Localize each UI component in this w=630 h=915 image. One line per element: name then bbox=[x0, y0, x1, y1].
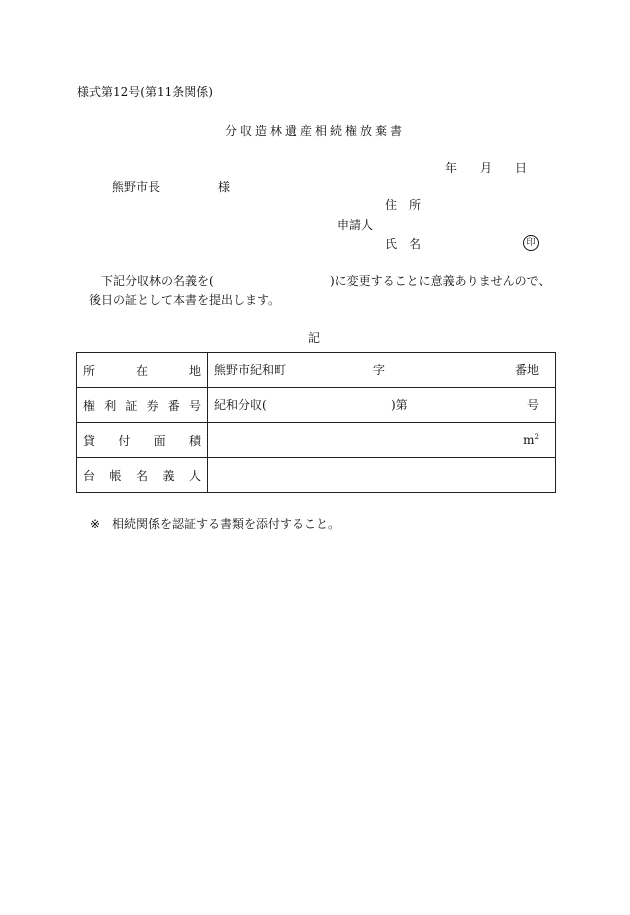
record-table bbox=[76, 352, 556, 493]
table-row-ledger-holder bbox=[77, 458, 556, 493]
area-label-cell bbox=[77, 423, 208, 458]
label-char: 義 bbox=[162, 468, 175, 483]
date-month-label: 月 bbox=[480, 161, 493, 175]
applicant-label: 申請人 bbox=[337, 218, 374, 232]
label-char: 台 bbox=[83, 468, 96, 483]
name-label: 氏 名 bbox=[385, 237, 422, 251]
ledger-holder-label-cell bbox=[77, 458, 208, 493]
seal-mark: 印 bbox=[523, 235, 539, 251]
label-char: 貸 bbox=[83, 433, 96, 448]
label-char: 所 bbox=[83, 363, 96, 378]
certificate-number-label: )第 bbox=[391, 398, 408, 412]
location-label bbox=[83, 362, 201, 379]
label-char: 在 bbox=[135, 363, 148, 378]
label-char: 帳 bbox=[109, 468, 122, 483]
label-char: 付 bbox=[118, 433, 131, 448]
body-line-2: 後日の証として本書を提出します。 bbox=[89, 293, 281, 307]
location-label-cell bbox=[77, 353, 208, 388]
ki-heading: 記 bbox=[308, 331, 321, 345]
address-label: 住 所 bbox=[385, 198, 422, 212]
certificate-value-cell[interactable] bbox=[208, 388, 556, 423]
certificate-go: 号 bbox=[526, 398, 539, 412]
document-title: 分収造林遺産相続権放棄書 bbox=[224, 124, 405, 138]
table-row-location bbox=[77, 353, 556, 388]
addressee-name: 熊野市長 bbox=[112, 180, 161, 194]
certificate-label bbox=[83, 397, 201, 414]
certificate-prefix: 紀和分収( bbox=[214, 398, 267, 412]
label-char: 人 bbox=[188, 468, 201, 483]
label-char: 号 bbox=[188, 398, 201, 413]
certificate-label-cell bbox=[77, 388, 208, 423]
table-row-area bbox=[77, 423, 556, 458]
area-label bbox=[83, 432, 201, 449]
body-line-1-start: 下記分収林の名義を( bbox=[101, 274, 214, 288]
location-city: 熊野市紀和町 bbox=[214, 363, 287, 377]
location-value-cell[interactable] bbox=[208, 353, 556, 388]
ledger-holder-value-cell[interactable] bbox=[208, 458, 556, 493]
label-char: 地 bbox=[188, 363, 201, 378]
addressee-honorific: 様 bbox=[218, 180, 231, 194]
location-aza: 字 bbox=[373, 363, 386, 377]
label-char: 券 bbox=[146, 398, 159, 413]
ledger-holder-label bbox=[83, 467, 201, 484]
label-char: 積 bbox=[188, 433, 201, 448]
label-char: 権 bbox=[83, 398, 96, 413]
label-char: 面 bbox=[153, 433, 166, 448]
date-year-label: 年 bbox=[445, 161, 458, 175]
area-unit: $m^2$ bbox=[523, 433, 539, 447]
body-line-1-end: )に変更することに意義ありませんので、 bbox=[330, 274, 551, 288]
label-char: 名 bbox=[135, 468, 148, 483]
label-char: 証 bbox=[125, 398, 138, 413]
label-char: 番 bbox=[167, 398, 180, 413]
location-banchi: 番地 bbox=[514, 363, 539, 377]
note-mark: ※ bbox=[90, 517, 101, 531]
label-char: 利 bbox=[104, 398, 117, 413]
area-value-cell[interactable] bbox=[208, 423, 556, 458]
date-day-label: 日 bbox=[515, 161, 528, 175]
note-text: 相続関係を認証する書類を添付すること。 bbox=[112, 517, 341, 531]
form-number: 様式第12号(第11条関係) bbox=[77, 85, 213, 99]
table-row-certificate bbox=[77, 388, 556, 423]
